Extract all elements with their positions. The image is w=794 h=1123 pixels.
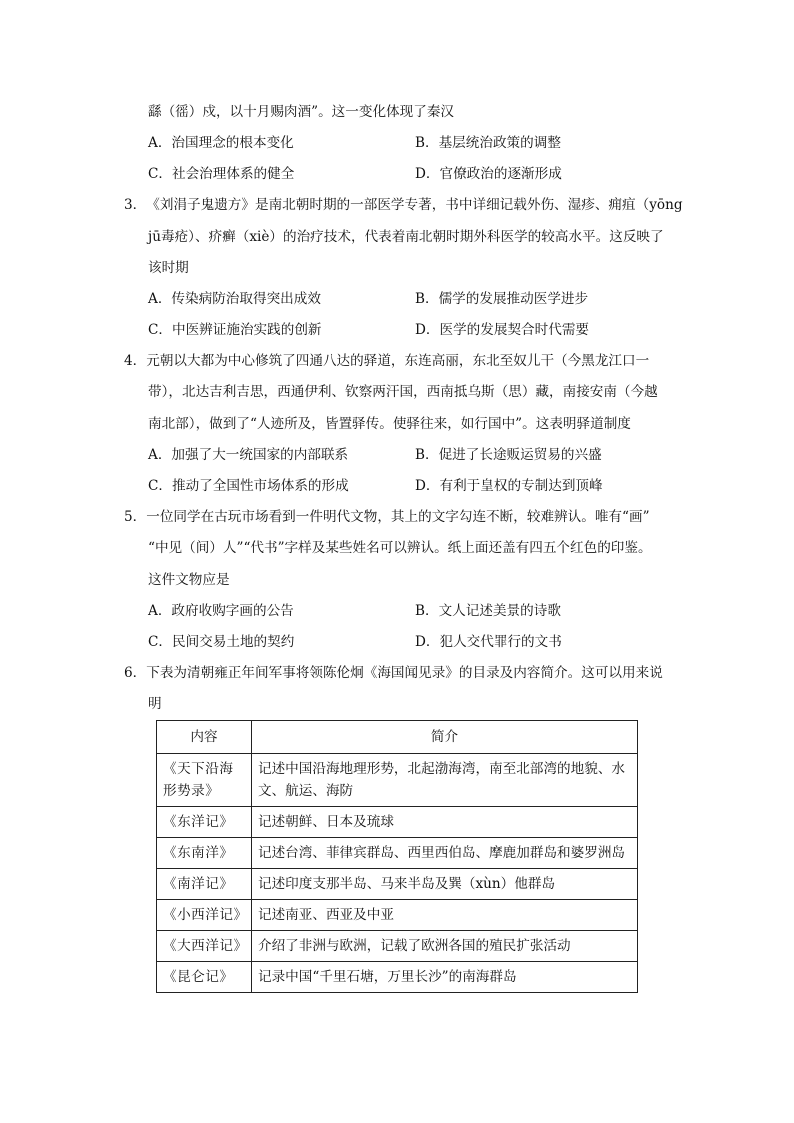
table-cell-title: 《昆仑记》 bbox=[157, 962, 252, 993]
q3-line-1-text: 《刘涓子鬼遗方》是南北朝时期的一部医学专著，书中详细记载外伤、湿疹、痈疽（yōng bbox=[146, 197, 683, 213]
q4-stem-line-3: 南北部），做到了“人迹所及，皆置驿传。使驿往来，如行国中”。这表明驿道制度 bbox=[148, 416, 631, 432]
q6-stem-line-1 bbox=[124, 663, 663, 683]
q3-stem-line-3: 该时期 bbox=[148, 260, 189, 276]
q4-option-a[interactable]: A．加强了大一统国家的内部联系 bbox=[148, 447, 349, 463]
table-cell-title: 《南洋记》 bbox=[157, 869, 252, 900]
table-cell-summary: 记述台湾、菲律宾群岛、西里西伯岛、摩鹿加群岛和婆罗洲岛 bbox=[252, 838, 638, 869]
q5-stem-line-2: “中见（间）人”“代书”字样及某些姓名可以辨认。纸上面还盖有四五个红色的印鉴。 bbox=[148, 540, 652, 556]
table-header-content: 内容 bbox=[157, 721, 252, 754]
q5-option-d[interactable]: D．犯人交代罪行的文书 bbox=[415, 634, 562, 650]
table-cell-title: 《天下沿海形势录》 bbox=[157, 754, 252, 807]
q3-option-b[interactable]: B．儒学的发展推动医学进步 bbox=[415, 291, 589, 307]
q3-number: 3． bbox=[124, 197, 147, 213]
q2-option-b[interactable]: B．基层统治政策的调整 bbox=[415, 135, 561, 151]
table-cell-summary: 记述印度支那半岛、马来半岛及巽（xùn）他群岛 bbox=[252, 869, 638, 900]
table-row bbox=[157, 754, 638, 807]
table-row bbox=[157, 900, 638, 931]
q5-number: 5． bbox=[124, 509, 147, 525]
table-cell-summary: 记录中国“千里石塘，万里长沙”的南海群岛 bbox=[252, 962, 638, 993]
table-cell-title: 《小西洋记》 bbox=[157, 900, 252, 931]
q6-table bbox=[156, 720, 638, 993]
q4-option-d[interactable]: D．有利于皇权的专制达到顶峰 bbox=[415, 478, 603, 494]
q3-option-d[interactable]: D．医学的发展契合时代需要 bbox=[415, 322, 590, 338]
q5-stem-line-3: 这件文物应是 bbox=[148, 572, 230, 588]
table-row bbox=[157, 931, 638, 962]
q4-option-c[interactable]: C．推动了全国性市场体系的形成 bbox=[148, 478, 349, 494]
q5-option-c[interactable]: C．民间交易土地的契约 bbox=[148, 634, 295, 650]
q2-option-d[interactable]: D．官僚政治的逐渐形成 bbox=[415, 166, 562, 182]
table-row bbox=[157, 807, 638, 838]
q6-line-1-text: 下表为清朝雍正年间军事将领陈伦炯《海国闻见录》的目录及内容简介。这可以用来说 bbox=[146, 665, 663, 681]
q5-option-a[interactable]: A．政府收购字画的公告 bbox=[148, 603, 294, 619]
q2-option-c[interactable]: C．社会治理体系的健全 bbox=[148, 166, 295, 182]
table-header-row bbox=[157, 721, 638, 754]
table-row bbox=[157, 869, 638, 900]
q4-line-1-text: 元朝以大都为中心修筑了四通八达的驿道，东连高丽，东北至奴儿干（今黑龙江口一 bbox=[146, 353, 650, 369]
table-cell-summary: 记述朝鲜、日本及琉球 bbox=[252, 807, 638, 838]
q4-option-b[interactable]: B．促进了长途贩运贸易的兴盛 bbox=[415, 447, 602, 463]
q4-stem-line-2: 带），北达吉利吉思，西通伊利、钦察两汗国，西南抵乌斯（思）藏，南接安南（今越 bbox=[148, 384, 658, 400]
table-row bbox=[157, 962, 638, 993]
q3-stem-line-1 bbox=[124, 195, 683, 215]
q5-line-1-text: 一位同学在古玩市场看到一件明代文物，其上的文字勾连不断，较难辨认。唯有“画” bbox=[146, 509, 650, 525]
q3-stem-line-2: jū毒疮）、疥癣（xiè）的治疗技术，代表着南北朝时期外科医学的较高水平。这反映了 bbox=[148, 229, 664, 245]
table-cell-title: 《大西洋记》 bbox=[157, 931, 252, 962]
q5-stem-line-1 bbox=[124, 507, 650, 527]
table-header-summary: 简介 bbox=[252, 721, 638, 754]
table-cell-summary: 记述中国沿海地理形势，北起渤海湾，南至北部湾的地貌、水文、航运、海防 bbox=[252, 754, 638, 807]
q5-option-b[interactable]: B．文人记述美景的诗歌 bbox=[415, 603, 561, 619]
q3-option-a[interactable]: A．传染病防治取得突出成效 bbox=[148, 291, 321, 307]
q3-option-c[interactable]: C．中医辨证施治实践的创新 bbox=[148, 322, 322, 338]
table-cell-title: 《东南洋》 bbox=[157, 838, 252, 869]
table-cell-summary: 记述南亚、西亚及中亚 bbox=[252, 900, 638, 931]
q2-stem-tail: 繇（徭）戍，以十月赐肉酒”。这一变化体现了秦汉 bbox=[148, 104, 455, 120]
table-row bbox=[157, 838, 638, 869]
q4-stem-line-1 bbox=[124, 351, 649, 371]
q6-stem-line-2: 明 bbox=[148, 696, 162, 712]
q4-number: 4． bbox=[124, 353, 147, 369]
q2-option-a[interactable]: A．治国理念的根本变化 bbox=[148, 135, 294, 151]
table-cell-summary: 介绍了非洲与欧洲，记载了欧洲各国的殖民扩张活动 bbox=[252, 931, 638, 962]
q6-number: 6． bbox=[124, 665, 147, 681]
table-cell-title: 《东洋记》 bbox=[157, 807, 252, 838]
